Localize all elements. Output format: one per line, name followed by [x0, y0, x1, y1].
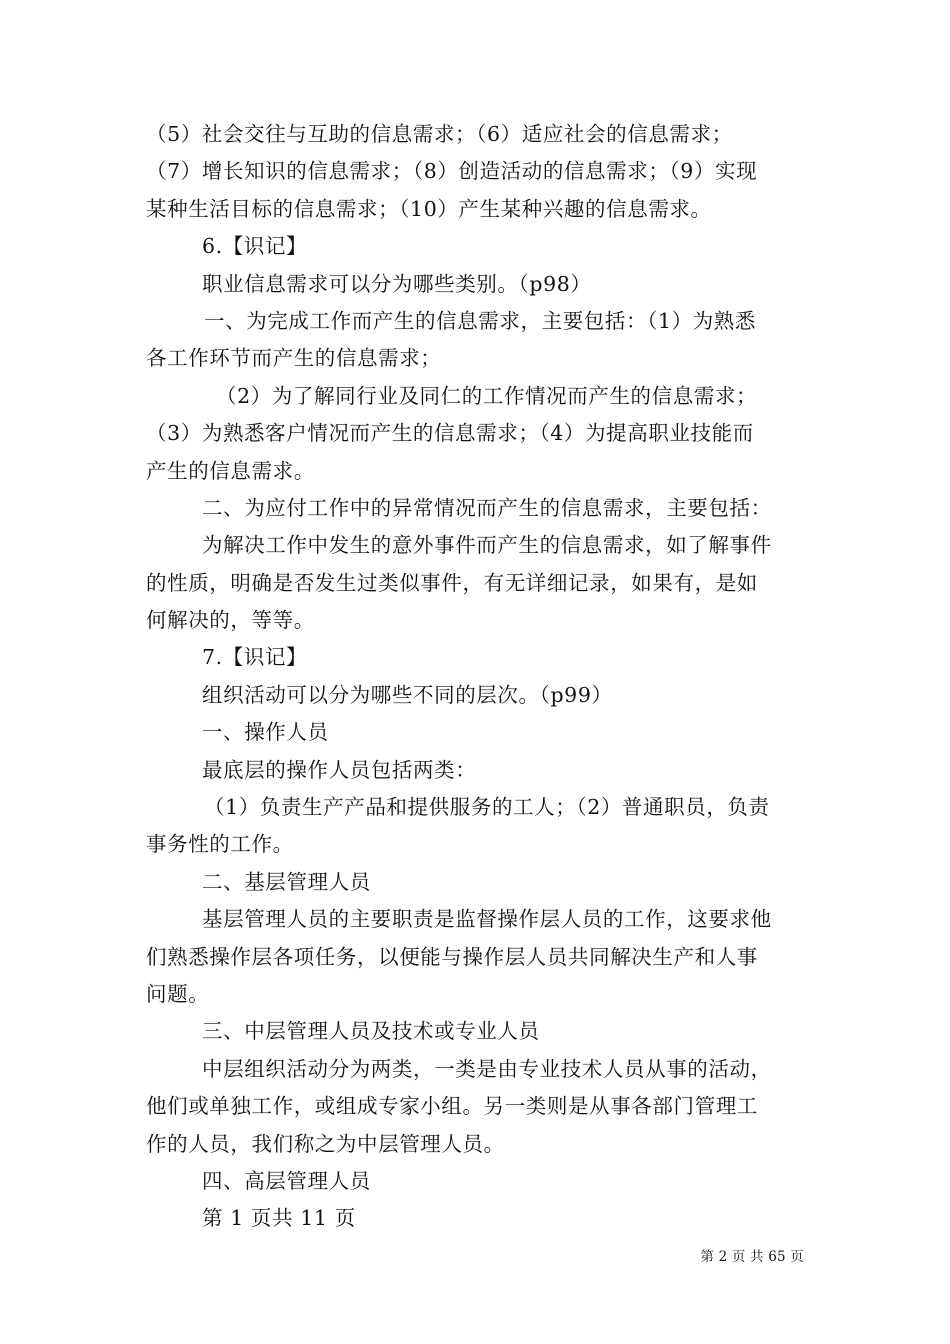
body-line: 最底层的操作人员包括两类： [202, 757, 477, 782]
body-line: 一、为完成工作而产生的信息需求，主要包括：（1）为熟悉 [204, 308, 756, 333]
subheading: 四、高层管理人员 [202, 1168, 371, 1193]
section-heading: 6.【识记】 [202, 234, 308, 259]
body-line: 何解决的，等等。 [146, 608, 315, 633]
footer-page-label: 第 2 页 共 65 页 [700, 1249, 804, 1265]
body-line: 们熟悉操作层各项任务，以便能与操作层人员共同解决生产和人事 [146, 944, 758, 969]
question-line: 职业信息需求可以分为哪些类别。（p98） [202, 271, 592, 296]
body-line: 事务性的工作。 [146, 832, 294, 857]
body-line: 各工作环节而产生的信息需求； [146, 346, 442, 371]
body-line: 为解决工作中发生的意外事件而产生的信息需求，如了解事件 [202, 533, 772, 558]
document-body [146, 116, 812, 1238]
body-line: （7）增长知识的信息需求；（8）创造活动的信息需求；（9）实现 [146, 159, 758, 184]
body-line: （2）为了解同行业及同仁的工作情况而产生的信息需求； [216, 383, 758, 408]
body-line: 问题。 [146, 981, 210, 1006]
section-heading: 7.【识记】 [202, 645, 308, 670]
body-line: 中层组织活动分为两类，一类是由专业技术人员从事的活动， [202, 1056, 772, 1081]
body-line: （3）为熟悉客户情况而产生的信息需求；（4）为提高职业技能而 [146, 421, 754, 446]
subheading: 一、操作人员 [202, 720, 329, 745]
subheading: 三、中层管理人员及技术或专业人员 [202, 1019, 540, 1044]
body-line: （1）负责生产产品和提供服务的工人；（2）普通职员，负责 [204, 795, 770, 820]
body-line: 基层管理人员的主要职责是监督操作层人员的工作，这要求他 [202, 907, 772, 932]
body-line: 的性质，明确是否发生过类似事件，有无详细记录，如果有，是如 [146, 570, 758, 595]
page-footer [700, 1248, 804, 1266]
body-line: 他们或单独工作，或组成专家小组。另一类则是从事各部门管理工 [146, 1094, 758, 1119]
inline-page-number: 第 1 页共 11 页 [202, 1206, 356, 1231]
body-line: 作的人员，我们称之为中层管理人员。 [146, 1131, 505, 1156]
body-line: 二、为应付工作中的异常情况而产生的信息需求，主要包括： [202, 495, 772, 520]
body-line: （5）社会交往与互助的信息需求；（6）适应社会的信息需求； [146, 122, 733, 146]
question-line: 组织活动可以分为哪些不同的层次。（p99） [202, 682, 613, 707]
subheading: 二、基层管理人员 [202, 869, 371, 894]
body-line: 产生的信息需求。 [146, 458, 315, 483]
body-line: 某种生活目标的信息需求；（10）产生某种兴趣的信息需求。 [146, 196, 712, 221]
